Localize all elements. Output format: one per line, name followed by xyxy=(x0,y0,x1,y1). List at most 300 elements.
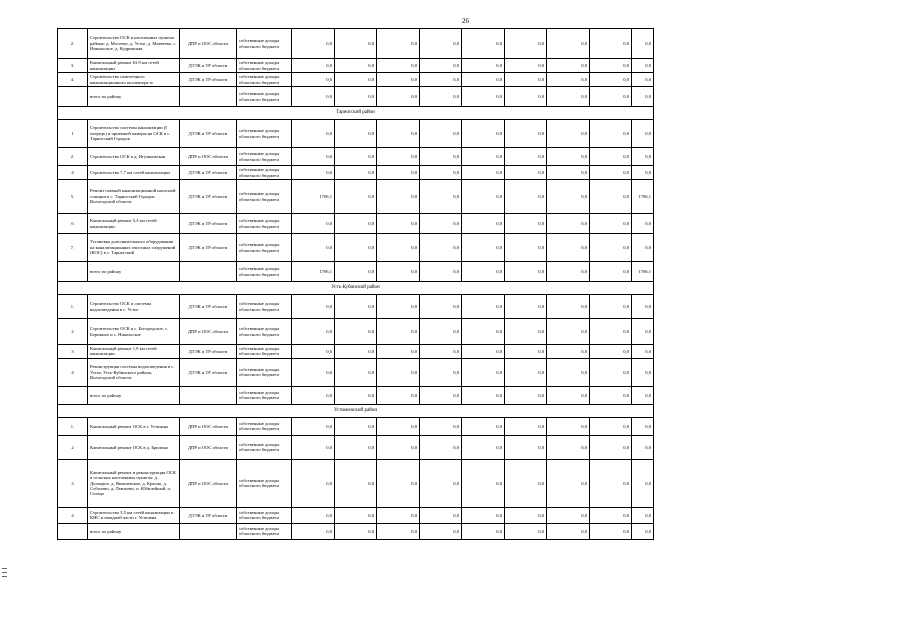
funding-source: собственные доходы областного бюджета xyxy=(237,507,292,523)
amount-cell: 0,0 xyxy=(505,345,547,359)
measure-name: Капитальный ремонт ОСК в д. Брилино xyxy=(88,435,180,459)
amount-cell: 0,0 xyxy=(632,345,654,359)
amount-cell: 0,0 xyxy=(547,507,590,523)
amount-cell: 0,0 xyxy=(547,73,590,87)
amount-cell: 0,0 xyxy=(632,459,654,507)
measure-name: Строительство самотечного канализационного коллектора м xyxy=(88,73,180,87)
amount-cell: 0,0 xyxy=(462,358,505,386)
table-row xyxy=(58,435,654,459)
amount-cell: 0,0 xyxy=(420,507,462,523)
amount-cell: 0,0 xyxy=(505,180,547,214)
amount-cell: 0,0 xyxy=(462,435,505,459)
amount-cell: 0,0 xyxy=(377,120,420,148)
funding-source: собственные доходы областного бюджета xyxy=(237,523,292,539)
measure-name: Строительство ОСК и системы водоотведения в с. Устье xyxy=(88,295,180,319)
amount-cell: 0,0 xyxy=(547,319,590,345)
amount-cell: 0,0 xyxy=(547,417,590,435)
measure-name: Строительство 3,5 км сетей канализации и КНС в западной части г. Устюжна xyxy=(88,507,180,523)
table-row xyxy=(58,73,654,87)
amount-cell: 0,0 xyxy=(335,386,377,404)
amount-cell: 0,0 xyxy=(335,319,377,345)
amount-cell: 0,0 xyxy=(632,59,654,73)
budget-table xyxy=(57,28,654,540)
responsible-agency: ДТЭК и ТР области xyxy=(180,73,237,87)
responsible-agency xyxy=(180,523,237,539)
amount-cell: 0,0 xyxy=(462,295,505,319)
amount-cell: 0,0 xyxy=(420,180,462,214)
amount-cell: 0,0 xyxy=(547,435,590,459)
funding-source: собственные доходы областного бюджета xyxy=(237,234,292,262)
table-row xyxy=(58,180,654,214)
responsible-agency: ДТЭК и ТР области xyxy=(180,295,237,319)
amount-cell: 0,0 xyxy=(420,29,462,59)
funding-source: собственные доходы областного бюджета xyxy=(237,262,292,282)
row-number: 4 xyxy=(58,507,88,523)
amount-cell: 0,0 xyxy=(632,166,654,180)
amount-cell: 0,0 xyxy=(292,166,335,180)
amount-cell: 0,0 xyxy=(462,87,505,107)
measure-name: всего по району xyxy=(88,523,180,539)
amount-cell: 0,0 xyxy=(335,148,377,166)
amount-cell: 0,0 xyxy=(505,166,547,180)
amount-cell: 0,0 xyxy=(547,234,590,262)
funding-source: собственные доходы областного бюджета xyxy=(237,73,292,87)
amount-cell: 0,0 xyxy=(590,319,632,345)
funding-source: собственные доходы областного бюджета xyxy=(237,214,292,234)
total-row xyxy=(58,262,654,282)
funding-source: собственные доходы областного бюджета xyxy=(237,59,292,73)
amount-cell: 0,0 xyxy=(335,345,377,359)
responsible-agency: ДТЭК и ТР области xyxy=(180,507,237,523)
amount-cell: 0,0 xyxy=(505,214,547,234)
amount-cell: 0,0 xyxy=(462,120,505,148)
amount-cell: 0,0 xyxy=(377,262,420,282)
table-row xyxy=(58,417,654,435)
amount-cell: 0,0 xyxy=(292,234,335,262)
amount-cell: 0,0 xyxy=(420,73,462,87)
amount-cell: 0,0 xyxy=(335,180,377,214)
amount-cell: 0,0 xyxy=(632,234,654,262)
amount-cell: 0,0 xyxy=(547,29,590,59)
measure-name: Строительство ОСК в д. Игумнежская xyxy=(88,148,180,166)
amount-cell: 0,0 xyxy=(632,507,654,523)
responsible-agency: ДПР и ООС области xyxy=(180,29,237,59)
amount-cell: 0,0 xyxy=(462,180,505,214)
amount-cell: 0,0 xyxy=(292,295,335,319)
measure-name: Капитальный ремонт 5,3 км сетей канализации xyxy=(88,214,180,234)
amount-cell: 0,0 xyxy=(590,73,632,87)
amount-cell: 0,0 xyxy=(505,319,547,345)
measure-name: Капитальный ремонт 1,9 км сетей канализации xyxy=(88,345,180,359)
row-number: 5. xyxy=(58,180,88,214)
funding-source: собственные доходы областного бюджета xyxy=(237,319,292,345)
measure-name: Строительство ОСК в с. Богородское, с. Бережное и с. Никольское xyxy=(88,319,180,345)
amount-cell: 0,0 xyxy=(462,214,505,234)
row-number: 3 xyxy=(58,345,88,359)
amount-cell: 0,0 xyxy=(292,459,335,507)
amount-cell: 0,0 xyxy=(292,148,335,166)
amount-cell: 0,0 xyxy=(335,295,377,319)
amount-cell: 1706,1 xyxy=(292,262,335,282)
amount-cell: 0,0 xyxy=(547,262,590,282)
responsible-agency: ДПР и ООС области xyxy=(180,459,237,507)
amount-cell: 0,0 xyxy=(590,507,632,523)
page-number: 26 xyxy=(462,17,469,25)
amount-cell: 0,0 xyxy=(462,507,505,523)
amount-cell: 0,0 xyxy=(292,73,335,87)
measure-name: Строительство системы канализации (I очередь) и приемной камеры на ОСК в с. Тарногский Городок xyxy=(88,120,180,148)
amount-cell: 0,0 xyxy=(547,459,590,507)
amount-cell: 0,0 xyxy=(420,319,462,345)
amount-cell: 0,0 xyxy=(377,166,420,180)
table-row xyxy=(58,295,654,319)
amount-cell: 0,0 xyxy=(335,459,377,507)
amount-cell: 0,0 xyxy=(292,345,335,359)
row-number: 1. xyxy=(58,417,88,435)
amount-cell: 0,0 xyxy=(462,523,505,539)
amount-cell: 0,0 xyxy=(420,435,462,459)
responsible-agency: ДТЭК и ТР области xyxy=(180,120,237,148)
amount-cell: 0,0 xyxy=(505,120,547,148)
amount-cell: 0,0 xyxy=(335,435,377,459)
amount-cell: 0,0 xyxy=(632,29,654,59)
amount-cell: 0,0 xyxy=(377,507,420,523)
row-number: 2 xyxy=(58,435,88,459)
amount-cell: 0,0 xyxy=(632,417,654,435)
amount-cell: 0,0 xyxy=(335,59,377,73)
amount-cell: 0,0 xyxy=(292,29,335,59)
amount-cell: 0,0 xyxy=(505,295,547,319)
responsible-agency xyxy=(180,386,237,404)
amount-cell: 0,0 xyxy=(292,417,335,435)
amount-cell: 0,0 xyxy=(420,345,462,359)
amount-cell: 1706,1 xyxy=(632,180,654,214)
amount-cell: 0,0 xyxy=(292,87,335,107)
amount-cell: 0,0 xyxy=(335,73,377,87)
amount-cell: 0,0 xyxy=(377,59,420,73)
funding-source: собственные доходы областного бюджета xyxy=(237,417,292,435)
amount-cell: 0,0 xyxy=(590,59,632,73)
section-title: Усть-Кубинский район xyxy=(58,282,654,295)
table-row xyxy=(58,166,654,180)
amount-cell: 0,0 xyxy=(292,523,335,539)
table-row xyxy=(58,148,654,166)
measure-name: всего по району xyxy=(88,87,180,107)
measure-name: Строительство 7,7 км сетей канализации xyxy=(88,166,180,180)
row-number: 2 xyxy=(58,319,88,345)
section-header-row xyxy=(58,404,654,417)
amount-cell: 0,0 xyxy=(377,459,420,507)
amount-cell: 0,0 xyxy=(377,234,420,262)
amount-cell: 0,0 xyxy=(547,148,590,166)
amount-cell: 0,0 xyxy=(590,295,632,319)
amount-cell: 0,0 xyxy=(547,295,590,319)
amount-cell: 0,0 xyxy=(505,148,547,166)
amount-cell: 0,0 xyxy=(590,345,632,359)
amount-cell: 0,0 xyxy=(377,386,420,404)
amount-cell: 0,0 xyxy=(462,148,505,166)
amount-cell: 0,0 xyxy=(462,73,505,87)
amount-cell: 0,0 xyxy=(377,29,420,59)
row-number xyxy=(58,386,88,404)
amount-cell: 1706,1 xyxy=(632,262,654,282)
row-number xyxy=(58,262,88,282)
amount-cell: 0,0 xyxy=(292,358,335,386)
section-header-row xyxy=(58,282,654,295)
row-number: 4. xyxy=(58,73,88,87)
section-title: Тарногский район xyxy=(58,107,654,120)
amount-cell: 0,0 xyxy=(632,120,654,148)
amount-cell: 0,0 xyxy=(335,120,377,148)
total-row xyxy=(58,386,654,404)
amount-cell: 0,0 xyxy=(632,358,654,386)
measure-name: Капитальный ремонт ОСК в г. Устюжна xyxy=(88,417,180,435)
amount-cell: 0,0 xyxy=(590,120,632,148)
table-row xyxy=(58,319,654,345)
amount-cell: 0,0 xyxy=(420,417,462,435)
amount-cell: 0,0 xyxy=(335,262,377,282)
funding-source: собственные доходы областного бюджета xyxy=(237,148,292,166)
amount-cell: 0,0 xyxy=(547,214,590,234)
amount-cell: 0,0 xyxy=(420,148,462,166)
amount-cell: 0,0 xyxy=(547,166,590,180)
amount-cell: 0,0 xyxy=(462,345,505,359)
table-row xyxy=(58,214,654,234)
total-row xyxy=(58,523,654,539)
measure-name: Капитальный ремонт и реконструкция ОСК в сельских населенных пунктах: д. Долоцкое, д. Яковлевское, д. Красно, д. Соболево, д. Лентьево, п. Юбилейный, п. Сельцо xyxy=(88,459,180,507)
amount-cell: 0,0 xyxy=(632,73,654,87)
amount-cell: 0,0 xyxy=(335,234,377,262)
amount-cell: 0,0 xyxy=(505,507,547,523)
measure-name: Ремонт главной канализационной насосной станции в с. Тарногский Городок Вологодской области xyxy=(88,180,180,214)
funding-source: собственные доходы областного бюджета xyxy=(237,295,292,319)
row-number: 7. xyxy=(58,234,88,262)
amount-cell: 0,0 xyxy=(505,73,547,87)
responsible-agency: ДТЭК и ТР области xyxy=(180,166,237,180)
amount-cell: 0,0 xyxy=(377,358,420,386)
amount-cell: 0,0 xyxy=(420,59,462,73)
row-number: 4 xyxy=(58,358,88,386)
responsible-agency: ДПР и ООС области xyxy=(180,435,237,459)
amount-cell: 0,0 xyxy=(505,386,547,404)
amount-cell: 0,0 xyxy=(462,386,505,404)
amount-cell: 0,0 xyxy=(377,180,420,214)
amount-cell: 0,0 xyxy=(462,459,505,507)
amount-cell: 0,0 xyxy=(462,234,505,262)
amount-cell: 0,0 xyxy=(505,262,547,282)
amount-cell: 0,0 xyxy=(590,148,632,166)
amount-cell: 0,0 xyxy=(590,180,632,214)
amount-cell: 0,0 xyxy=(590,87,632,107)
row-number xyxy=(58,87,88,107)
amount-cell: 0,0 xyxy=(590,166,632,180)
amount-cell: 0,0 xyxy=(377,435,420,459)
amount-cell: 0,0 xyxy=(632,386,654,404)
amount-cell: 0,0 xyxy=(420,234,462,262)
row-number: 6 xyxy=(58,214,88,234)
amount-cell: 0,0 xyxy=(632,523,654,539)
responsible-agency xyxy=(180,262,237,282)
amount-cell: 0,0 xyxy=(292,319,335,345)
amount-cell: 0,0 xyxy=(292,507,335,523)
amount-cell: 0,0 xyxy=(420,166,462,180)
amount-cell: 0,0 xyxy=(590,214,632,234)
measure-name: Строительство ОСК в населенных пунктах района: д. Мосеево, д. Устье, д. Матвеево, с. Никольское, д. Кудринская xyxy=(88,29,180,59)
amount-cell: 0,0 xyxy=(292,214,335,234)
responsible-agency: ДПР и ООС области xyxy=(180,148,237,166)
amount-cell: 0,0 xyxy=(505,29,547,59)
amount-cell: 1706,1 xyxy=(292,180,335,214)
amount-cell: 0,0 xyxy=(335,523,377,539)
table-row xyxy=(58,59,654,73)
funding-source: собственные доходы областного бюджета xyxy=(237,180,292,214)
responsible-agency xyxy=(180,87,237,107)
amount-cell: 0,0 xyxy=(590,358,632,386)
amount-cell: 0,0 xyxy=(590,262,632,282)
amount-cell: 0,0 xyxy=(505,358,547,386)
amount-cell: 0,0 xyxy=(420,87,462,107)
funding-source: собственные доходы областного бюджета xyxy=(237,345,292,359)
amount-cell: 0,0 xyxy=(547,345,590,359)
amount-cell: 0,0 xyxy=(377,417,420,435)
row-number: 2. xyxy=(58,29,88,59)
amount-cell: 0,0 xyxy=(292,435,335,459)
table-row xyxy=(58,29,654,59)
amount-cell: 0,0 xyxy=(377,319,420,345)
amount-cell: 0,0 xyxy=(462,319,505,345)
amount-cell: 0,0 xyxy=(377,214,420,234)
funding-source: собственные доходы областного бюджета xyxy=(237,459,292,507)
amount-cell: 0,0 xyxy=(335,507,377,523)
amount-cell: 0,0 xyxy=(632,295,654,319)
amount-cell: 0,0 xyxy=(505,87,547,107)
funding-source: собственные доходы областного бюджета xyxy=(237,166,292,180)
funding-source: собственные доходы областного бюджета xyxy=(237,120,292,148)
amount-cell: 0,0 xyxy=(505,459,547,507)
table-row xyxy=(58,234,654,262)
amount-cell: 0,0 xyxy=(462,262,505,282)
row-number: 2. xyxy=(58,148,88,166)
amount-cell: 0,0 xyxy=(292,120,335,148)
amount-cell: 0,0 xyxy=(462,166,505,180)
measure-name: Капитальный ремонт 63,9 км сетей канализации xyxy=(88,59,180,73)
section-header-row xyxy=(58,107,654,120)
amount-cell: 0,0 xyxy=(547,386,590,404)
amount-cell: 0,0 xyxy=(547,87,590,107)
table-row xyxy=(58,345,654,359)
amount-cell: 0,0 xyxy=(420,358,462,386)
amount-cell: 0,0 xyxy=(505,417,547,435)
amount-cell: 0,0 xyxy=(505,435,547,459)
amount-cell: 0,0 xyxy=(505,523,547,539)
amount-cell: 0,0 xyxy=(547,180,590,214)
amount-cell: 0,0 xyxy=(590,234,632,262)
funding-source: собственные доходы областного бюджета xyxy=(237,29,292,59)
funding-source: собственные доходы областного бюджета xyxy=(237,87,292,107)
amount-cell: 0,0 xyxy=(632,87,654,107)
amount-cell: 0,0 xyxy=(462,59,505,73)
amount-cell: 0,0 xyxy=(292,386,335,404)
row-number xyxy=(58,523,88,539)
amount-cell: 0,0 xyxy=(632,435,654,459)
measure-name: Установка дополнительного оборудования на канализационных очистных сооружений (КОС) в с. Тарногский xyxy=(88,234,180,262)
table-row xyxy=(58,120,654,148)
amount-cell: 0,0 xyxy=(377,295,420,319)
amount-cell: 0,0 xyxy=(335,417,377,435)
responsible-agency: ДПР и ООС области xyxy=(180,417,237,435)
amount-cell: 0,0 xyxy=(420,459,462,507)
funding-source: собственные доходы областного бюджета xyxy=(237,358,292,386)
row-number: 1. xyxy=(58,295,88,319)
amount-cell: 0,0 xyxy=(590,435,632,459)
amount-cell: 0,0 xyxy=(590,417,632,435)
amount-cell: 0,0 xyxy=(632,319,654,345)
amount-cell: 0,0 xyxy=(547,120,590,148)
amount-cell: 0,0 xyxy=(505,234,547,262)
amount-cell: 0,0 xyxy=(420,262,462,282)
row-number: 4 xyxy=(58,166,88,180)
amount-cell: 0,0 xyxy=(335,214,377,234)
row-number: 3 xyxy=(58,459,88,507)
responsible-agency: ДТЭК и ТР области xyxy=(180,358,237,386)
measure-name: всего по району xyxy=(88,386,180,404)
amount-cell: 0,0 xyxy=(377,87,420,107)
amount-cell: 0,0 xyxy=(632,148,654,166)
table-row xyxy=(58,507,654,523)
amount-cell: 0,0 xyxy=(377,345,420,359)
responsible-agency: ДТЭК и ТР области xyxy=(180,345,237,359)
total-row xyxy=(58,87,654,107)
measure-name: Реконструкция системы водоотведения в с. Устье, Усть-Кубинского района, Вологодской области xyxy=(88,358,180,386)
amount-cell: 0,0 xyxy=(335,358,377,386)
amount-cell: 0,0 xyxy=(335,29,377,59)
amount-cell: 0,0 xyxy=(420,295,462,319)
amount-cell: 0,0 xyxy=(462,417,505,435)
amount-cell: 0,0 xyxy=(462,29,505,59)
amount-cell: 0,0 xyxy=(547,358,590,386)
responsible-agency: ДТЭК и ТР области xyxy=(180,214,237,234)
amount-cell: 0,0 xyxy=(505,59,547,73)
amount-cell: 0,0 xyxy=(420,523,462,539)
section-title: Устюженский район xyxy=(58,404,654,417)
funding-source: собственные доходы областного бюджета xyxy=(237,435,292,459)
amount-cell: 0,0 xyxy=(590,459,632,507)
responsible-agency: ДПР и ООС области xyxy=(180,319,237,345)
responsible-agency: ДТЭК и ТР области xyxy=(180,180,237,214)
measure-name: всего по району xyxy=(88,262,180,282)
amount-cell: 0,0 xyxy=(590,386,632,404)
amount-cell: 0,0 xyxy=(420,214,462,234)
amount-cell: 0,0 xyxy=(632,214,654,234)
table-row xyxy=(58,358,654,386)
table-row xyxy=(58,459,654,507)
amount-cell: 0,0 xyxy=(547,523,590,539)
amount-cell: 0,0 xyxy=(420,386,462,404)
amount-cell: 0,0 xyxy=(590,29,632,59)
amount-cell: 0,0 xyxy=(377,523,420,539)
amount-cell: 0,0 xyxy=(335,166,377,180)
row-number: 3. xyxy=(58,59,88,73)
row-number: 1 xyxy=(58,120,88,148)
amount-cell: 0,0 xyxy=(292,59,335,73)
amount-cell: 0,0 xyxy=(590,523,632,539)
amount-cell: 0,0 xyxy=(335,87,377,107)
margin-marks xyxy=(2,568,8,584)
responsible-agency: ДТЭК и ТР области xyxy=(180,59,237,73)
amount-cell: 0,0 xyxy=(377,73,420,87)
responsible-agency: ДТЭК и ТР области xyxy=(180,234,237,262)
amount-cell: 0,0 xyxy=(377,148,420,166)
